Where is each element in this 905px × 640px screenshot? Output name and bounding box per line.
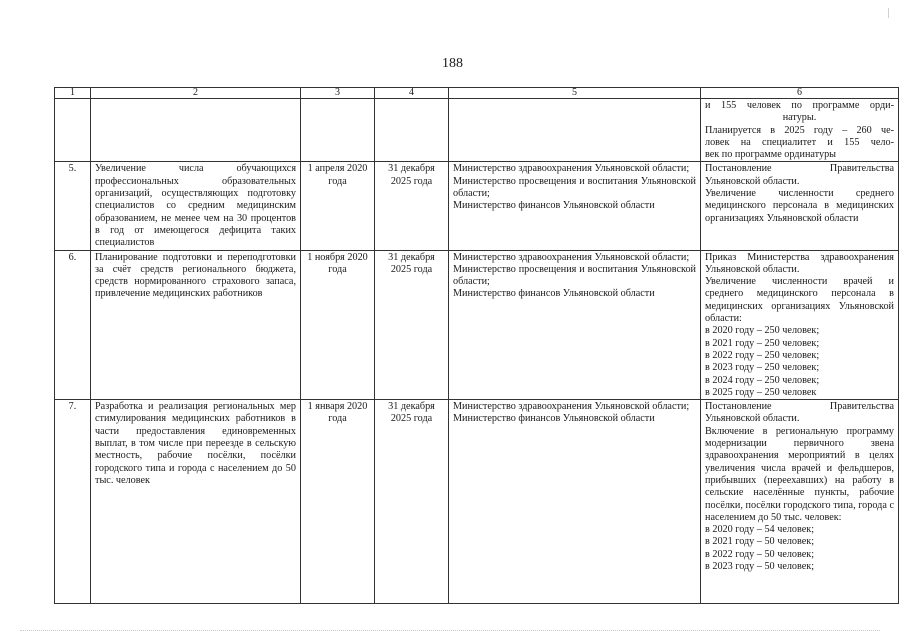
executor-line: Министерство здравоохранения Ульяновской области; [453, 251, 690, 263]
cell-number: 5. [55, 162, 91, 250]
cell-number: 6. [55, 250, 91, 400]
result-line: в 2023 году – 50 человек; [705, 560, 815, 572]
result-line: ловек на специалитет и 155 чело- [705, 136, 894, 148]
scan-artifact-mark [888, 8, 893, 18]
executor-line: Министерство здравоохранения Ульяновской области; [453, 401, 690, 413]
cell-description: Разработка и реализация региональных мер стимулирования медицинских работников в части предоставления единовременных выплат, в том числе при переезде в сельскую местность, рабочие посёлки, посёлки городского типа и города с населением до 50 тыс. человек [91, 400, 301, 604]
cell-result [701, 400, 899, 604]
result-line: Увеличение численности среднего медицинского персонала в медицинских организациях Ульяновской области [705, 188, 894, 224]
cell-start-date: 1 ноября 2020 года [301, 250, 375, 400]
result-line: в 2021 году – 50 человек; [705, 536, 815, 548]
cell-executors [449, 400, 701, 604]
executor-line: Министерство финансов Ульяновской области [453, 288, 655, 300]
cell-number: 7. [55, 400, 91, 604]
result-line: в 2023 году – 250 человек; [705, 362, 820, 374]
column-header: 3 [301, 88, 375, 99]
cell-executors [449, 250, 701, 400]
executor-line: Министерство здравоохранения Ульяновской области; [453, 163, 690, 175]
cell-end-date: 31 декабря 2025 года [375, 250, 449, 400]
cell-result [701, 250, 899, 400]
result-line: Постановление Правительства Ульяновской области. [705, 163, 894, 187]
cell-description [91, 99, 301, 162]
result-line: в 2025 году – 250 человек [705, 386, 817, 398]
measures-table [54, 87, 899, 604]
result-line: Приказ Министерства здравоохранения Ульяновской области. [705, 251, 894, 275]
table-row [55, 162, 899, 250]
result-line: в 2021 году – 250 человек; [705, 337, 820, 349]
table-row [55, 250, 899, 400]
result-line: натуры. [782, 112, 817, 124]
result-line: Планируется в 2025 году – 260 че- [705, 124, 894, 136]
executor-line: Министерство финансов Ульяновской области [453, 200, 655, 212]
result-line: Увеличение численности врачей и среднего медицинского персонала в медицинских организациях Ульяновской области: [705, 276, 894, 325]
result-line: Постановление Правительства Ульяновской области. [705, 401, 894, 425]
cell-executors [449, 99, 701, 162]
result-line: в 2022 году – 50 человек; [705, 548, 815, 560]
column-header: 5 [449, 88, 701, 99]
page-number: 188 [442, 56, 463, 71]
result-line: в 2024 году – 250 человек; [705, 374, 820, 386]
result-line: в 2020 году – 54 человек; [705, 524, 815, 536]
cell-end-date [375, 99, 449, 162]
column-header: 4 [375, 88, 449, 99]
executor-line: Министерство просвещения и воспитания Ульяновской области; [453, 175, 696, 200]
cell-number [55, 99, 91, 162]
result-line: век по программе ординатуры [705, 149, 837, 161]
result-line: и 155 человек по программе орди- [705, 100, 894, 111]
cell-end-date: 31 декабря 2025 года [375, 400, 449, 604]
executor-line: Министерство просвещения и воспитания Ульяновской области; [453, 263, 696, 288]
executor-line: Министерство финансов Ульяновской области [453, 413, 655, 425]
result-line: Включение в региональную программу модернизации первичного звена здравоохранения мероприятий в целях увеличения числа врачей и фельдшеров, прибывших (переехавших) на работу в сельские населённые пункты, рабочие посёлки, посёлки городского типа, города с населением до 50 тыс. человек: [705, 425, 894, 523]
cell-start-date [301, 99, 375, 162]
cell-start-date: 1 января 2020 года [301, 400, 375, 604]
cell-result [701, 162, 899, 250]
cell-start-date: 1 апреля 2020 года [301, 162, 375, 250]
column-header: 1 [55, 88, 91, 99]
cell-result [701, 99, 899, 162]
column-header: 2 [91, 88, 301, 99]
cell-executors [449, 162, 701, 250]
table-header-row [55, 88, 899, 99]
table-row-continuation [55, 99, 899, 162]
table-row [55, 400, 899, 604]
result-line: в 2020 году – 250 человек; [705, 325, 820, 337]
cell-description: Увеличение числа обучающихся профессиональных образовательных организаций, осуществляющих подготовку специалистов со средним медицинским образованием, не менее чем на 30 процентов в год от имеющегося дефицита таких специалистов [91, 162, 301, 250]
cell-end-date: 31 декабря 2025 года [375, 162, 449, 250]
result-line: в 2022 году – 250 человек; [705, 349, 820, 361]
cell-description: Планирование подготовки и переподготовки за счёт средств регионального бюджета, средств нормированного страхового запаса, привлечение медицинских работников [91, 250, 301, 400]
column-header: 6 [701, 88, 899, 99]
scan-artifact-line [20, 630, 880, 632]
